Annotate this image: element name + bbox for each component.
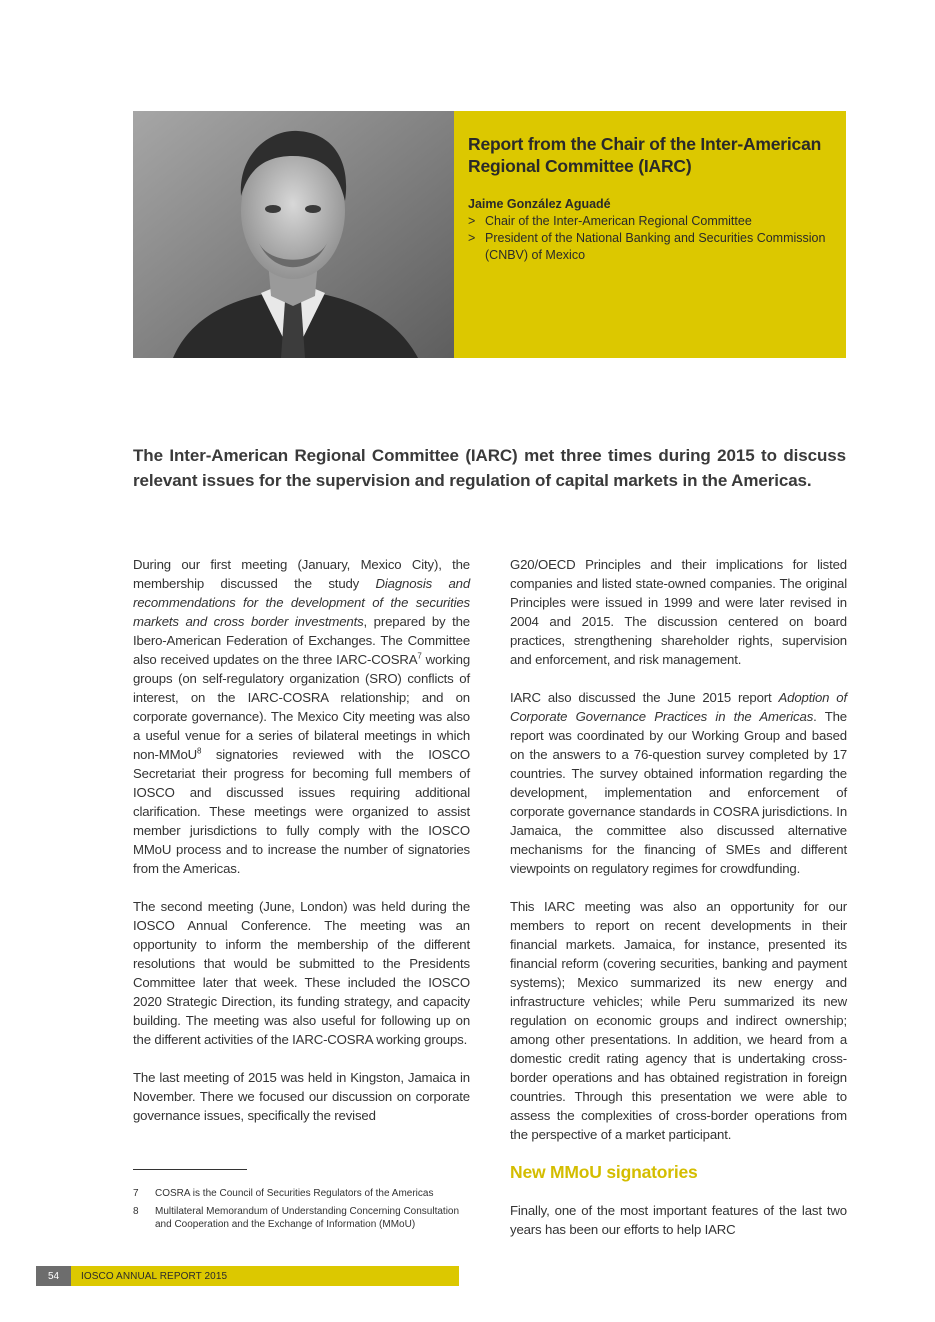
portrait-illustration bbox=[133, 111, 454, 358]
body-paragraph: Finally, one of the most important features of the last two years has been our efforts to help IARC bbox=[510, 1203, 847, 1237]
page-footer bbox=[36, 1266, 459, 1286]
footnote-text: COSRA is the Council of Securities Regulators of the Americas bbox=[155, 1188, 434, 1199]
body-paragraph: The last meeting of 2015 was held in Kingston, Jamaica in November. There we focused our discussion on corporate governance issues, specifically the revised bbox=[133, 1070, 470, 1123]
footnote-divider bbox=[133, 1169, 247, 1170]
body-paragraph: G20/OECD Principles and their implications for listed companies and listed state-owned companies. The original Principles were issued in 1999 and were later revised in 2004 and 2015. The discussion centered on board practices, strengthening shareholder rights, supervision and enforcement, and risk management. bbox=[510, 557, 847, 667]
chair-role bbox=[468, 230, 832, 264]
bullet-arrow-icon: > bbox=[468, 231, 476, 245]
report-header bbox=[133, 111, 846, 358]
body-paragraph: During our first meeting (January, Mexico City), the membership discussed the study Diagnosis and recommendations for the development of the securities markets and cross border investments, prepared by the Ibero-American Federation of Exchanges. The Committee also received updates on the three IARC-COSRA$^7$ working groups (on self-regulatory organization (SRO) conflicts of interest, on the IARC-COSRA relationship; and on corporate governance). The Mexico City meeting was also a useful venue for a series of bilateral meetings in which non-MMoU$^8$ signatories reviewed with the IOSCO Secretariat their progress for becoming full members of IOSCO and discussed issues requiring additional clarification. These meetings were organized to assist member jurisdictions to fully comply with the IOSCO MMoU process and to increase the number of signatories from the Americas. bbox=[133, 557, 471, 876]
body-paragraph: The second meeting (June, London) was held during the IOSCO Annual Conference. The meeting was an opportunity to inform the membership of the different resolutions that would be submitted to the Presidents Committee later that week. These included the IOSCO 2020 Strategic Direction, its funding strategy, and capacity building. The meeting was also useful for following up on the different activities of the IARC-COSRA working groups. bbox=[133, 899, 470, 1047]
lead-paragraph: The Inter-American Regional Committee (IARC) met three times during 2015 to discuss relevant issues for the supervision and regulation of capital markets in the Americas. bbox=[133, 446, 846, 490]
footnotes bbox=[133, 1187, 470, 1236]
page-number: 54 bbox=[36, 1266, 71, 1286]
footnote-ref[interactable]: 8 bbox=[197, 746, 202, 756]
footnote-text: Multilateral Memorandum of Understanding Concerning Consultation and Cooperation and the Exchange of Information (MMoU) bbox=[155, 1206, 460, 1230]
footer-title: IOSCO ANNUAL REPORT 2015 bbox=[81, 1270, 228, 1282]
section-heading: New MMoU signatories bbox=[510, 1162, 698, 1182]
chair-name: Jaime González Aguadé bbox=[468, 197, 611, 211]
chair-role-text: President of the National Banking and Securities Commission (CNBV) of Mexico bbox=[485, 231, 826, 262]
body-column-left bbox=[133, 555, 470, 1144]
footnote bbox=[133, 1187, 470, 1200]
body-column-right bbox=[510, 555, 847, 1258]
body-paragraph: This IARC meeting was also an opportunity for our members to report on recent developments in their financial markets. Jamaica, for instance, presented its financial reform (covering securities, banking and payment systems); Mexico summarized its new energy and infrastructure vehicles; while Peru summarized its new regulation on economic groups and indirect ownership; among other presentations. In addition, we heard from a domestic credit rating agency that is undertaking cross-border operations and has obtained registration in foreign countries. Through this presentation we were able to assess the complexities of cross-border operations from the perspective of a market participant. bbox=[510, 899, 847, 1142]
footnote bbox=[133, 1205, 470, 1231]
chair-role bbox=[468, 213, 832, 230]
footnote-number: 7 bbox=[133, 1188, 139, 1199]
footnote-ref[interactable]: 7 bbox=[417, 651, 422, 661]
bullet-arrow-icon: > bbox=[468, 214, 476, 228]
report-title: Report from the Chair of the Inter-American Regional Committee (IARC) bbox=[468, 134, 822, 176]
chair-role-text: Chair of the Inter-American Regional Committee bbox=[485, 214, 752, 228]
body-paragraph: IARC also discussed the June 2015 report Adoption of Corporate Governance Practices in the Americas. The report was coordinated by our Working Group and based on the answers to a 76-question survey completed by 17 countries. The survey obtained information regarding the development, implementation and enforcement of corporate governance standards in COSRA jurisdictions. In Jamaica, the committee also discussed alternative mechanisms for the financing of SMEs and different viewpoints on regulatory regimes for crowdfunding. bbox=[510, 690, 847, 876]
chair-portrait-photo bbox=[133, 111, 454, 358]
footnote-number: 8 bbox=[133, 1206, 139, 1217]
chair-info-panel bbox=[454, 111, 846, 358]
